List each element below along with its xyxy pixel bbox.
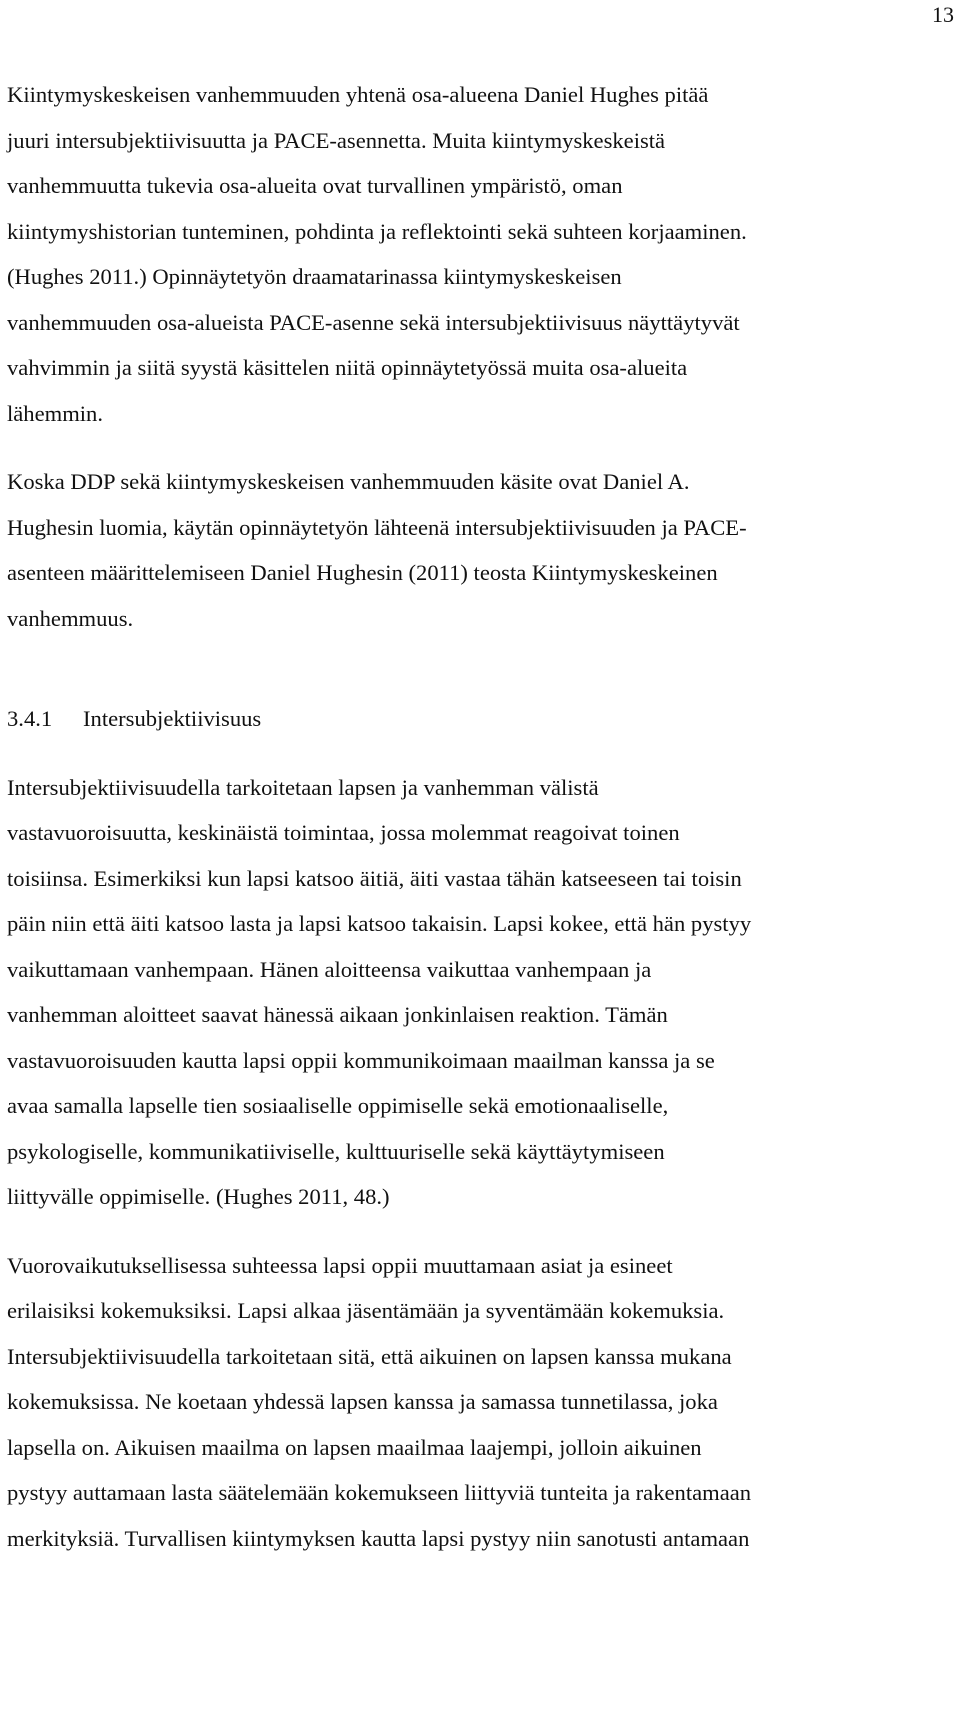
text-line: Intersubjektiivisuudella tarkoitetaan lapsen ja vanhemman välistä [7,774,599,800]
text-line: Hughesin luomia, käytän opinnäytetyön lähteenä intersubjektiivisuuden ja PACE- [7,514,747,540]
text-line: pystyy auttamaan lasta säätelemään kokemukseen liittyviä tunteita ja rakentamaan [7,1480,752,1505]
text-line: päin niin että äiti katsoo lasta ja lapsi katsoo takaisin. Lapsi kokee, että hän pystyy [7,911,752,936]
text-line: Intersubjektiivisuudella tarkoitetaan sitä, että aikuinen on lapsen kanssa mukana [7,1343,732,1369]
text-line: vastavuoroisuuden kautta lapsi oppii kommunikoimaan maailman kanssa ja se [7,1047,715,1073]
text-line: juuri intersubjektiivisuutta ja PACE-asennetta. Muita kiintymyskeskeistä [7,127,666,153]
page-number: 13 [932,2,954,27]
text-line: lähemmin. [7,400,104,426]
paragraph [7,765,955,1220]
text-line: psykologiselle, kommunikatiiviselle, kulttuuriselle sekä käyttäytymiseen [7,1138,665,1164]
text-line: vanhemmuus. [7,605,134,631]
paragraph [7,72,955,436]
text-line: merkityksiä. Turvallisen kiintymyksen kautta lapsi pystyy niin sanotusti antamaan [7,1525,750,1551]
text-line: Kiintymyskeskeisen vanhemmuuden yhtenä osa-alueena Daniel Hughes pitää [7,82,709,107]
text-line: erilaisiksi kokemuksiksi. Lapsi alkaa jäsentämään ja syventämään kokemuksia. [7,1298,725,1323]
text-line: vanhemman aloitteet saavat hänessä aikaan jonkinlaisen reaktion. Tämän [7,1002,668,1027]
paragraph [7,459,955,641]
section-title: Intersubjektiivisuus [83,706,262,731]
text-line: Koska DDP sekä kiintymyskeskeisen vanhemmuuden käsite ovat Daniel A. [7,469,690,494]
text-line: toisiinsa. Esimerkiksi kun lapsi katsoo äitiä, äiti vastaa tähän katseeseen tai toisin [7,865,742,891]
paragraph [7,1243,955,1562]
document-body [7,72,955,1561]
text-line: avaa samalla lapselle tien sosiaaliselle oppimiselle sekä emotionaaliselle, [7,1093,669,1118]
paragraph-spacer [7,436,955,459]
text-line: kokemuksissa. Ne koetaan yhdessä lapsen kanssa ja samassa tunnetilassa, joka [7,1389,718,1414]
text-line: vanhemmuuden osa-alueista PACE-asenne sekä intersubjektiivisuus näyttäytyvät [7,309,740,335]
text-line: vahvimmin ja siitä syystä käsittelen niitä opinnäytetyössä muita osa-alueita [7,355,688,380]
text-line: asenteen määrittelemiseen Daniel Hughesin (2011) teosta Kiintymyskeskeinen [7,560,718,585]
text-line: vastavuoroisuutta, keskinäistä toimintaa, jossa molemmat reagoivat toinen [7,820,680,845]
section-heading [7,696,955,742]
section-spacer [7,641,955,696]
text-line: (Hughes 2011.) Opinnäytetyön draamatarinassa kiintymyskeskeisen [7,264,622,289]
text-line: vaikuttamaan vanhempaan. Hänen aloitteensa vaikuttaa vanhempaan ja [7,956,652,982]
text-line: liittyvälle oppimiselle. (Hughes 2011, 48.) [7,1184,390,1209]
text-line: lapsella on. Aikuisen maailma on lapsen maailmaa laajempi, jolloin aikuinen [7,1434,702,1460]
text-line: vanhemmuutta tukevia osa-alueita ovat turvallinen ympäristö, oman [7,173,623,198]
paragraph-spacer [7,742,955,765]
text-line: Vuorovaikutuksellisessa suhteessa lapsi oppii muuttamaan asiat ja esineet [7,1252,673,1278]
section-number: 3.4.1 [7,706,53,731]
paragraph-spacer [7,1220,955,1243]
text-line: kiintymyshistorian tunteminen, pohdinta ja reflektointi sekä suhteen korjaaminen. [7,218,747,244]
